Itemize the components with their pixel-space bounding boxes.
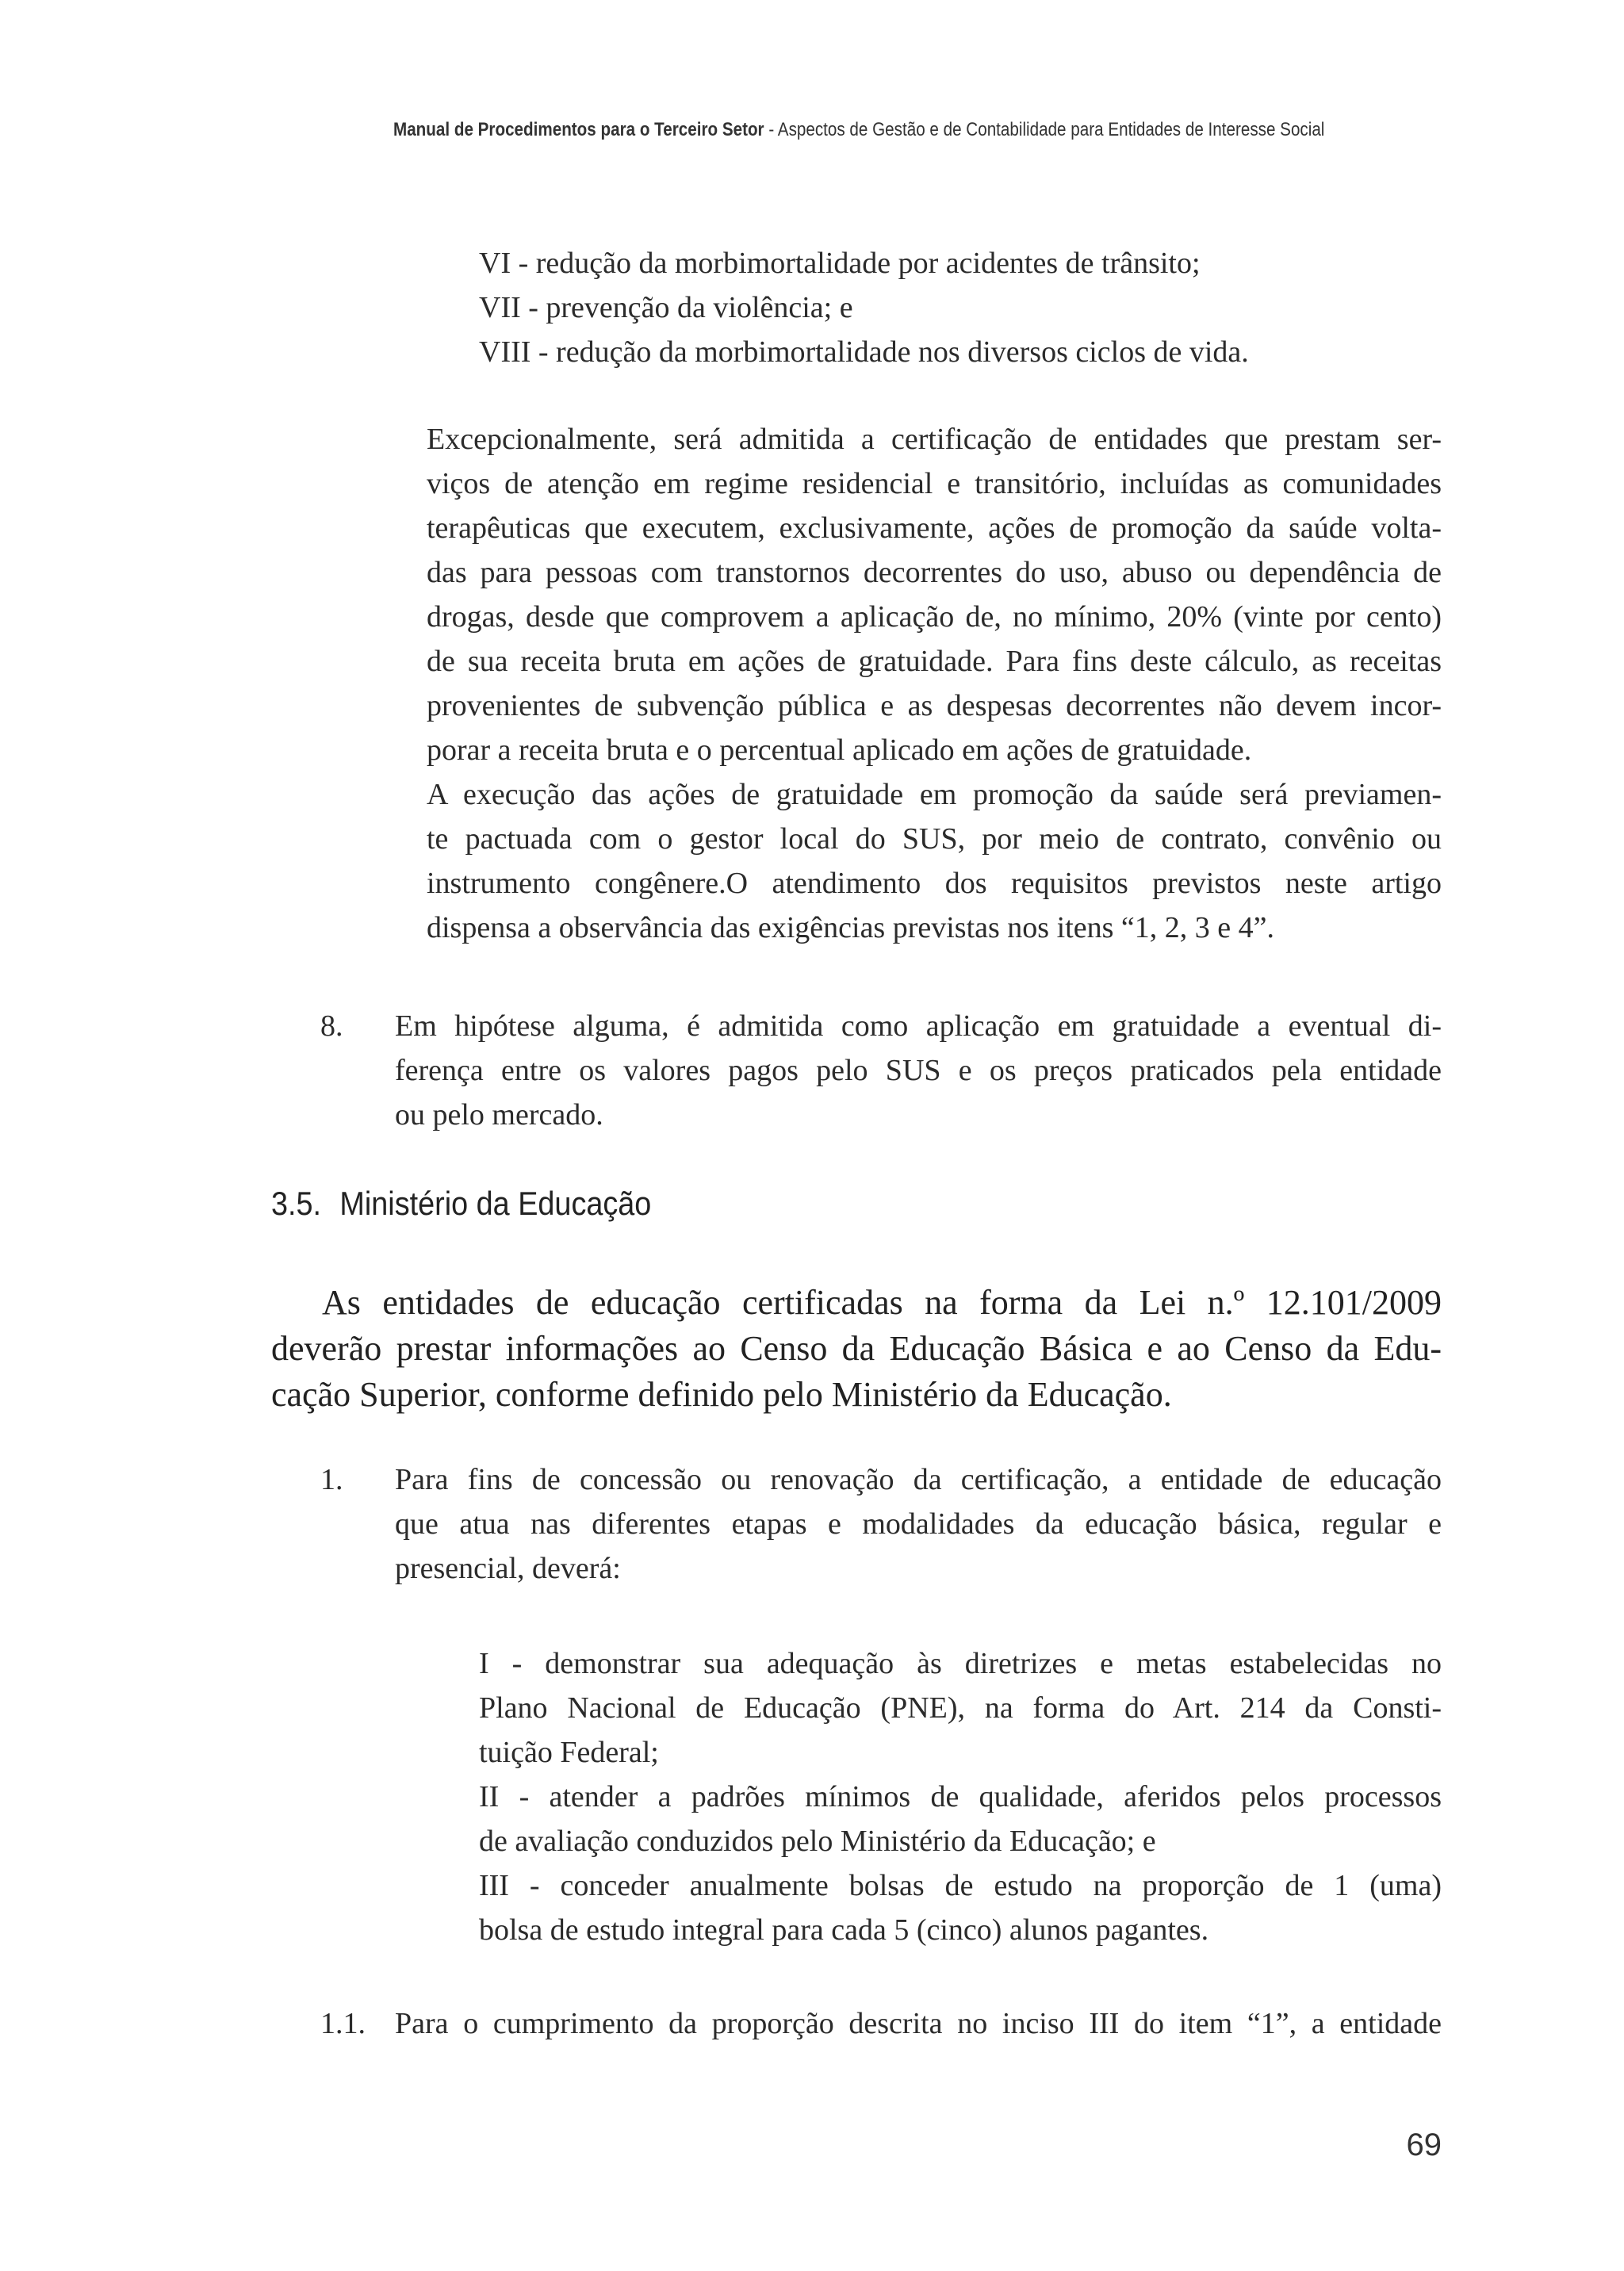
page-number: 69 — [1406, 2127, 1442, 2162]
paragraph-line: das para pessoas com transtornos decorrentes do uso, abuso ou dependência de — [427, 556, 1442, 589]
paragraph-line: de sua receita bruta em ações de gratuidade. Para fins deste cálculo, as receitas — [427, 645, 1442, 678]
section-title: Ministério da Educação — [339, 1185, 652, 1222]
paragraph-line: porar a receita bruta e o percentual aplicado em ações de gratuidade. — [427, 733, 1252, 767]
item-line: Para o cumprimento da proporção descrita no inciso III do item “1”, a entidade — [395, 2007, 1442, 2040]
paragraph-line: drogas, desde que comprovem a aplicação de, no mínimo, 20% (vinte por cento) — [427, 600, 1442, 634]
header-subtitle: Aspectos de Gestão e de Contabilidade para Entidades de Interesse Social — [777, 119, 1325, 140]
paragraph-line: te pactuada com o gestor local do SUS, por meio de contrato, convênio ou — [427, 822, 1442, 856]
item-number: 1. — [320, 1463, 343, 1496]
item-number: 8. — [320, 1009, 343, 1043]
intro-line: cação Superior, conforme definido pelo Ministério da Educação. — [271, 1375, 1172, 1414]
paragraph-line: viços de atenção em regime residencial e transitório, incluídas as comunidades — [427, 467, 1442, 500]
paragraph-line: provenientes de subvenção pública e as despesas decorrentes não devem incor- — [427, 689, 1442, 722]
paragraph-line: instrumento congênere.O atendimento dos requisitos previstos neste artigo — [427, 867, 1442, 900]
paragraph-line: Excepcionalmente, será admitida a certificação de entidades que prestam ser- — [427, 423, 1442, 456]
intro-line: deverão prestar informações ao Censo da Educação Básica e ao Censo da Edu- — [271, 1329, 1442, 1368]
inciso-line: de avaliação conduzidos pelo Ministério da Educação; e — [479, 1825, 1156, 1858]
section-heading — [271, 1180, 651, 1227]
item-line: ferença entre os valores pagos pelo SUS e os preços praticados pela entidade — [395, 1054, 1442, 1087]
inciso-line: Plano Nacional de Educação (PNE), na forma do Art. 214 da Consti- — [479, 1691, 1442, 1725]
item-line: que atua nas diferentes etapas e modalidades da educação básica, regular e — [395, 1507, 1442, 1541]
header-separator: - — [764, 119, 778, 140]
inciso-line: III - conceder anualmente bolsas de estudo na proporção de 1 (uma) — [479, 1869, 1442, 1902]
header-title: Manual de Procedimentos para o Terceiro Setor — [393, 119, 764, 140]
inciso-line: bolsa de estudo integral para cada 5 (cinco) alunos pagantes. — [479, 1913, 1209, 1947]
inciso-line: VIII - redução da morbimortalidade nos diversos ciclos de vida. — [479, 335, 1249, 369]
inciso-line: VII - prevenção da violência; e — [479, 291, 853, 324]
running-header — [393, 117, 1325, 143]
inciso-line: I - demonstrar sua adequação às diretrizes e metas estabelecidas no — [479, 1647, 1442, 1680]
inciso-line: VI - redução da morbimortalidade por acidentes de trânsito; — [479, 247, 1201, 280]
item-number: 1.1. — [320, 2007, 366, 2040]
item-line: Em hipótese alguma, é admitida como aplicação em gratuidade a eventual di- — [395, 1009, 1442, 1043]
item-line: presencial, deverá: — [395, 1552, 621, 1585]
intro-line: As entidades de educação certificadas na forma da Lei n.º 12.101/2009 — [322, 1283, 1442, 1322]
item-line: ou pelo mercado. — [395, 1098, 603, 1132]
item-line: Para fins de concessão ou renovação da certificação, a entidade de educação — [395, 1463, 1442, 1496]
inciso-line: II - atender a padrões mínimos de qualidade, aferidos pelos processos — [479, 1780, 1442, 1813]
paragraph-line: terapêuticas que executem, exclusivamente, ações de promoção da saúde volta- — [427, 511, 1442, 545]
inciso-line: tuição Federal; — [479, 1736, 659, 1769]
paragraph-line: A execução das ações de gratuidade em promoção da saúde será previamen- — [427, 778, 1442, 811]
paragraph-line: dispensa a observância das exigências previstas nos itens “1, 2, 3 e 4”. — [427, 911, 1274, 944]
section-number: 3.5. — [271, 1185, 322, 1222]
